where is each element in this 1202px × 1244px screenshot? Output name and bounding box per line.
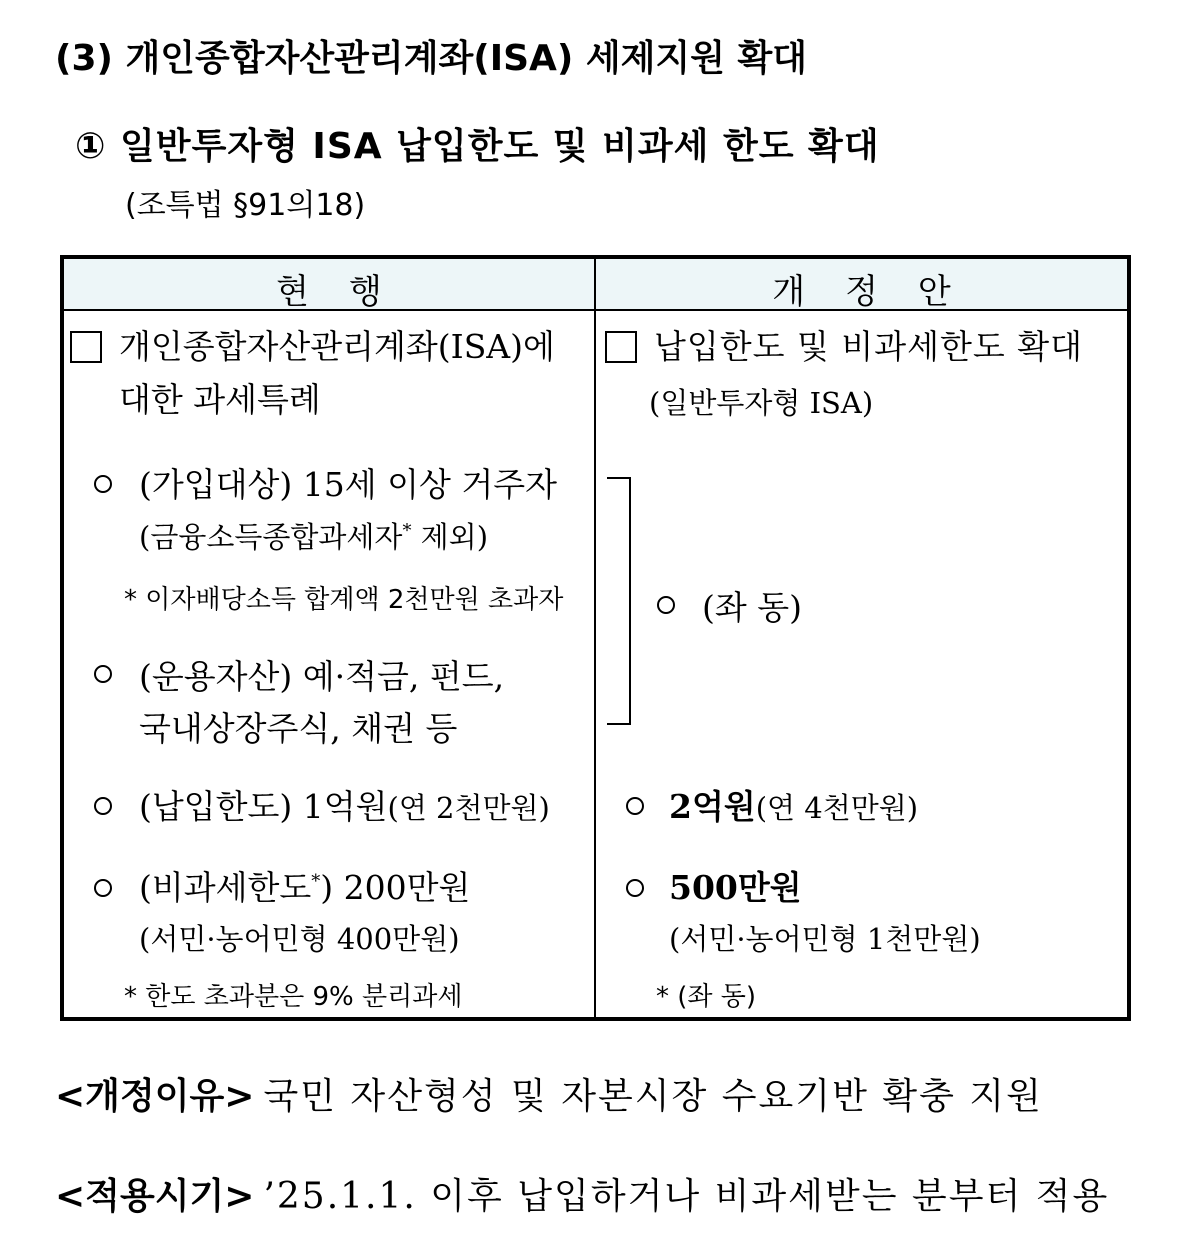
current-item-taxfree-note: * 한도 초과분은 9% 분리과세 [124,982,463,1012]
bullet-circle-icon [657,596,675,614]
current-intro-line1: 개인종합자산관리계좌(ISA)에 [119,327,555,366]
bullet-circle-icon [94,879,112,897]
current-item-contribution-limit: (납입한도) 1억원(연 2천만원) [139,787,550,826]
current-item-eligibility: (가입대상) 15세 이상 거주자 [139,465,557,504]
header-current: 현행 [276,272,422,312]
bullet-circle-icon [626,797,644,815]
current-item-eligibility-note: * 이자배당소득 합계액 2천만원 초과자 [124,585,564,615]
current-item-taxfree-limit: (비과세한도*) 200만원 [139,868,471,907]
timing-text: ’25.1.1. 이후 납입하거나 비과세받는 분부터 적용 [263,1176,1110,1217]
revised-same-as-left: (좌 동) [702,588,802,627]
reason-line [55,1068,1043,1119]
revised-item-taxfree-special: (서민·농어민형 1천만원) [669,922,981,956]
bullet-circle-icon [94,665,112,683]
reason-label: <개정이유> [55,1076,255,1117]
revised-item-taxfree-note: * (좌 동) [656,982,757,1012]
checkbox-square-icon [70,331,102,363]
revised-intro-line2: (일반투자형 ISA) [649,386,874,420]
revised-item-contribution-limit: 2억원(연 4천만원) [669,787,919,826]
reason-text: 국민 자산형성 및 자본시장 수요기반 확충 지원 [263,1076,1043,1117]
current-item-assets-line2: 국내상장주식, 채권 등 [139,709,458,748]
current-item-eligibility-exclusion: (금융소득종합과세자* 제외) [139,520,489,554]
comparison-table [60,255,1131,1021]
column-divider [594,259,596,1017]
checkbox-square-icon [605,331,637,363]
bullet-circle-icon [94,797,112,815]
current-item-assets-line1: (운용자산) 예·적금, 펀드, [139,657,505,696]
revised-item-taxfree-limit: 500만원 [669,868,802,907]
bullet-circle-icon [626,879,644,897]
current-intro-line2: 대한 과세특례 [119,380,321,419]
section-heading: (3) 개인종합자산관리계좌(ISA) 세제지원 확대 [55,38,808,79]
sub-heading: ① 일반투자형 ISA 납입한도 및 비과세 한도 확대 [75,126,880,167]
timing-line [55,1168,1109,1219]
bullet-circle-icon [94,475,112,493]
header-revised: 개정안 [772,272,991,312]
revised-intro-line1: 납입한도 및 비과세한도 확대 [654,327,1084,366]
timing-label: <적용시기> [55,1176,255,1217]
bracket-icon [607,477,631,725]
current-item-taxfree-special: (서민·농어민형 400만원) [139,922,460,956]
law-reference: (조특법 §91의18) [125,188,366,223]
